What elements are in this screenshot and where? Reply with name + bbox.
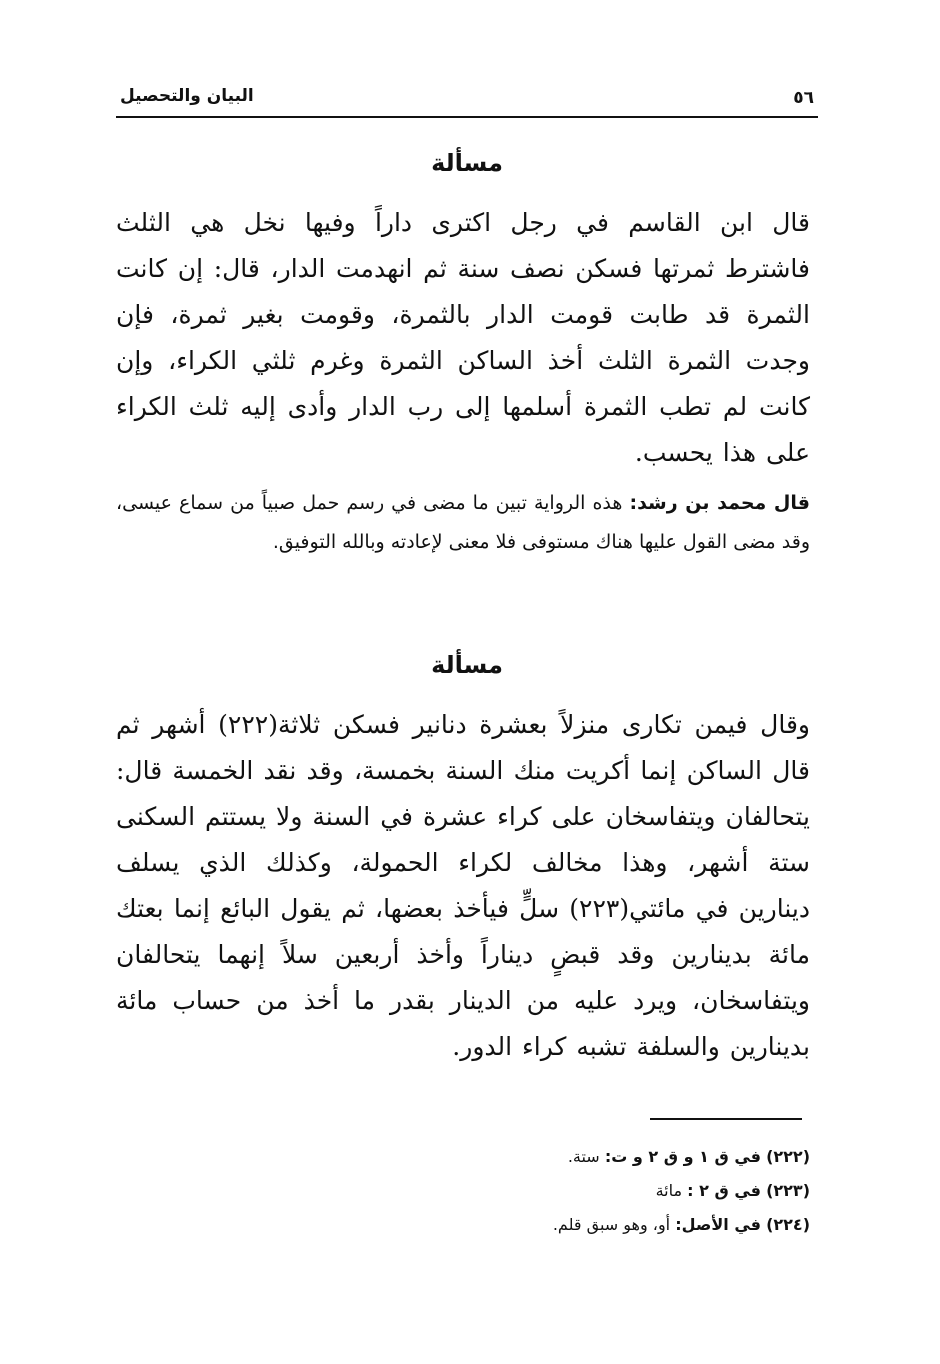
footnote-item [116,1140,810,1174]
footnote-source: في الأصل: [675,1215,761,1234]
section-heading: مسألة [431,651,503,679]
footnote-text: أو، وهو سبق قلم. [552,1215,671,1234]
running-header [116,86,818,118]
section-heading: مسألة [431,149,503,177]
footnote-number: (٢٢٤) [766,1215,810,1234]
footnote-source: في ق ١ و ق ٢ و ت: [604,1147,761,1166]
page-number: ٥٦ [793,88,814,108]
commentary-paragraph [116,484,810,562]
body-paragraph: قال ابن القاسم في رجل اكترى داراً وفيها نخل هي الثلث فاشترط ثمرتها فسكن نصف سنة ثم انهدمت الدار، قال: إن كانت الثمرة قد طابت قومت الدار بالثمرة، وقومت بغير ثمرة، فإن وجدت الثمرة الثلث أخذ الساكن الثمرة وغرم ثلثي الكراء، وإن كانت لم تطب الثمرة أسلمها إلى رب الدار وأدى إليه ثلث الكراء على هذا يحسب. [116,208,810,467]
footnote-number: (٢٢٣) [766,1181,810,1200]
footnote-divider [650,1118,802,1120]
commentary-speaker: قال محمد بن رشد: [629,492,810,514]
footnote-text: مائة [655,1181,683,1200]
footnote-item [116,1174,810,1208]
footnote-text: ستة. [567,1147,600,1166]
body-paragraph: وقال فيمن تكارى منزلاً بعشرة دنانير فسكن ثلاثة(٢٢٢) أشهر ثم قال الساكن إنما أكريت منك السنة بخمسة، وقد نقد الخمسة قال: يتحالفان ويتفاسخان على كراء عشرة في السنة ولا يستتم السكنى ستة أشهر، وهذا مخالف لكراء الحمولة، وكذلك الذي يسلف دينارين في مائتي(٢٢٣) سلٍّ فيأخذ بعضها، ثم يقول البائع إنما بعتك مائة بدينارين وقد قبضٍ ديناراً وأخذ أربعين سلاً إنهما يتحالفان ويتفاسخان، ويرد عليه من الدينار بقدر ما أخذ من حساب مائة بدينارين والسلفة تشبه كراء الدور. [116,710,810,1061]
footnotes-list [116,1140,810,1242]
book-title: البيان والتحصيل [120,86,254,106]
commentary-text: هذه الرواية تبين ما مضى في رسم حمل صبياً من سماع عيسى، وقد مضى القول عليها هناك مستوفى فلا معنى لإعادته وبالله التوفيق. [116,492,810,553]
footnote-source: في ق ٢ : [687,1181,761,1200]
footnote-number: (٢٢٢) [766,1147,810,1166]
footnote-item [116,1208,810,1242]
